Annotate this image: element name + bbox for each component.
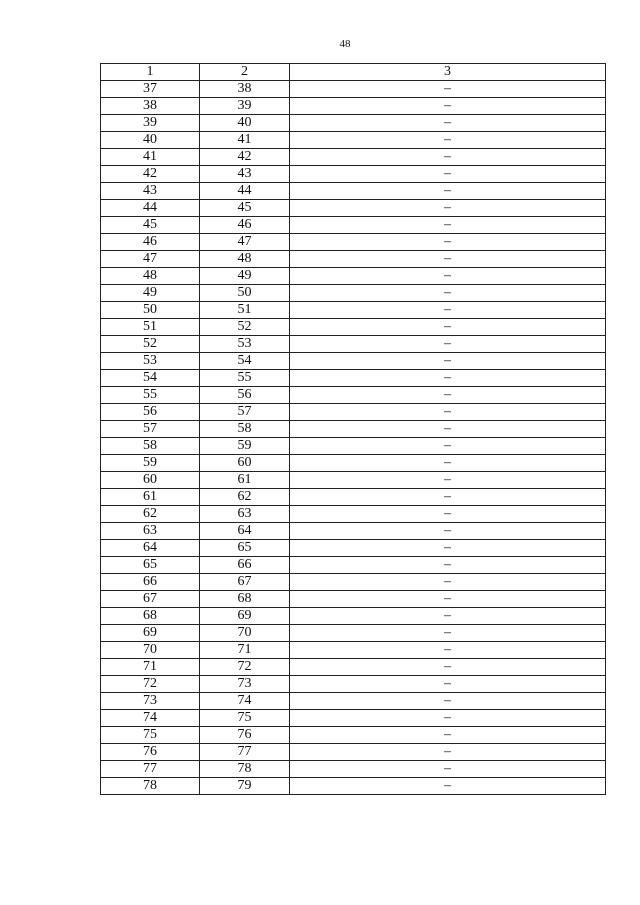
table-cell-col-1: 74 xyxy=(101,710,200,727)
table-row xyxy=(101,608,606,625)
table-row xyxy=(101,710,606,727)
table-cell-col-1: 54 xyxy=(101,370,200,387)
table-cell-col-2: 58 xyxy=(200,421,290,438)
table-cell-col-3: – xyxy=(290,98,606,115)
table-cell-col-1: 59 xyxy=(101,455,200,472)
table-cell-col-1: 53 xyxy=(101,353,200,370)
table-cell-col-2: 46 xyxy=(200,217,290,234)
table-cell-col-1: 43 xyxy=(101,183,200,200)
table-cell-col-1: 62 xyxy=(101,506,200,523)
table-cell-col-2: 50 xyxy=(200,285,290,302)
table-cell-col-2: 66 xyxy=(200,557,290,574)
table-cell-col-3: – xyxy=(290,591,606,608)
table-row xyxy=(101,98,606,115)
data-table xyxy=(100,63,606,795)
table-cell-col-3: – xyxy=(290,693,606,710)
table-cell-col-2: 69 xyxy=(200,608,290,625)
table-cell-col-2: 45 xyxy=(200,200,290,217)
table-row xyxy=(101,149,606,166)
table-cell-col-3: – xyxy=(290,540,606,557)
table-cell-col-2: 57 xyxy=(200,404,290,421)
table-cell-col-1: 39 xyxy=(101,115,200,132)
table-cell-col-1: 45 xyxy=(101,217,200,234)
table-cell-col-3: – xyxy=(290,506,606,523)
table-cell-col-1: 65 xyxy=(101,557,200,574)
table-cell-col-1: 58 xyxy=(101,438,200,455)
table-row xyxy=(101,336,606,353)
table-cell-col-2: 63 xyxy=(200,506,290,523)
table-cell-col-1: 44 xyxy=(101,200,200,217)
table-cell-col-3: – xyxy=(290,166,606,183)
table-row xyxy=(101,778,606,795)
table-cell-col-3: – xyxy=(290,302,606,319)
table-cell-col-3: – xyxy=(290,523,606,540)
table-cell-col-2: 39 xyxy=(200,98,290,115)
table-row xyxy=(101,557,606,574)
table-cell-col-3: – xyxy=(290,387,606,404)
table-cell-col-3: – xyxy=(290,132,606,149)
table-cell-col-2: 60 xyxy=(200,455,290,472)
table-cell-col-2: 73 xyxy=(200,676,290,693)
table-cell-col-3: – xyxy=(290,183,606,200)
table-row xyxy=(101,727,606,744)
table-cell-col-3: – xyxy=(290,115,606,132)
table-cell-col-2: 56 xyxy=(200,387,290,404)
table-cell-col-1: 42 xyxy=(101,166,200,183)
table-cell-col-2: 78 xyxy=(200,761,290,778)
table-cell-col-2: 74 xyxy=(200,693,290,710)
table-row xyxy=(101,421,606,438)
table-row xyxy=(101,234,606,251)
table-row xyxy=(101,217,606,234)
table-row xyxy=(101,591,606,608)
table-row xyxy=(101,761,606,778)
table-cell-col-3: – xyxy=(290,710,606,727)
table-cell-col-3: – xyxy=(290,217,606,234)
table-cell-col-2: 62 xyxy=(200,489,290,506)
table-cell-col-2: 72 xyxy=(200,659,290,676)
table-cell-col-3: – xyxy=(290,574,606,591)
table-cell-col-2: 48 xyxy=(200,251,290,268)
table-cell-col-3: – xyxy=(290,727,606,744)
table-cell-col-3: – xyxy=(290,234,606,251)
table-cell-col-2: 52 xyxy=(200,319,290,336)
table-row xyxy=(101,744,606,761)
table-cell-col-3: – xyxy=(290,353,606,370)
table-row xyxy=(101,489,606,506)
table-cell-col-3: – xyxy=(290,557,606,574)
table-cell-col-3: – xyxy=(290,81,606,98)
table-cell-col-1: 61 xyxy=(101,489,200,506)
table-cell-col-3: – xyxy=(290,251,606,268)
table-row xyxy=(101,370,606,387)
table-row xyxy=(101,659,606,676)
table-row xyxy=(101,353,606,370)
table-cell-col-3: – xyxy=(290,455,606,472)
table-row xyxy=(101,302,606,319)
table-cell-col-3: – xyxy=(290,200,606,217)
table-cell-col-1: 64 xyxy=(101,540,200,557)
table-cell-col-3: – xyxy=(290,370,606,387)
table-row xyxy=(101,523,606,540)
table-cell-col-2: 76 xyxy=(200,727,290,744)
table-row xyxy=(101,574,606,591)
table-cell-col-3: – xyxy=(290,149,606,166)
table-cell-col-1: 70 xyxy=(101,642,200,659)
table-cell-col-3: – xyxy=(290,608,606,625)
table-cell-col-2: 75 xyxy=(200,710,290,727)
table-row xyxy=(101,200,606,217)
table-row xyxy=(101,540,606,557)
table-row xyxy=(101,268,606,285)
table-cell-col-2: 68 xyxy=(200,591,290,608)
table-cell-col-1: 49 xyxy=(101,285,200,302)
table-row xyxy=(101,183,606,200)
table-cell-col-3: – xyxy=(290,778,606,795)
table-cell-col-1: 72 xyxy=(101,676,200,693)
table-row xyxy=(101,693,606,710)
table-cell-col-3: – xyxy=(290,642,606,659)
table-row xyxy=(101,625,606,642)
table-cell-col-2: 51 xyxy=(200,302,290,319)
table-cell-col-1: 73 xyxy=(101,693,200,710)
table-cell-col-2: 77 xyxy=(200,744,290,761)
table-row xyxy=(101,438,606,455)
table-cell-col-2: 40 xyxy=(200,115,290,132)
table-row xyxy=(101,404,606,421)
table-cell-col-3: – xyxy=(290,659,606,676)
table-cell-col-1: 76 xyxy=(101,744,200,761)
table-cell-col-1: 75 xyxy=(101,727,200,744)
table-cell-col-1: 46 xyxy=(101,234,200,251)
column-header-3: 3 xyxy=(290,64,606,81)
table-cell-col-1: 37 xyxy=(101,81,200,98)
table-cell-col-3: – xyxy=(290,268,606,285)
table-cell-col-2: 61 xyxy=(200,472,290,489)
table-body xyxy=(101,81,606,795)
column-header-1: 1 xyxy=(101,64,200,81)
table-cell-col-1: 50 xyxy=(101,302,200,319)
table-cell-col-2: 41 xyxy=(200,132,290,149)
table-cell-col-1: 77 xyxy=(101,761,200,778)
table-cell-col-3: – xyxy=(290,744,606,761)
table-row xyxy=(101,472,606,489)
table-cell-col-2: 42 xyxy=(200,149,290,166)
table-cell-col-2: 65 xyxy=(200,540,290,557)
table-cell-col-2: 54 xyxy=(200,353,290,370)
table-cell-col-1: 52 xyxy=(101,336,200,353)
table-cell-col-2: 67 xyxy=(200,574,290,591)
table-cell-col-1: 48 xyxy=(101,268,200,285)
column-header-2: 2 xyxy=(200,64,290,81)
table-cell-col-3: – xyxy=(290,404,606,421)
table-cell-col-3: – xyxy=(290,336,606,353)
table-cell-col-1: 78 xyxy=(101,778,200,795)
table-cell-col-3: – xyxy=(290,489,606,506)
table-cell-col-3: – xyxy=(290,625,606,642)
table-row xyxy=(101,642,606,659)
table-cell-col-3: – xyxy=(290,472,606,489)
table-cell-col-1: 68 xyxy=(101,608,200,625)
page-number: 48 xyxy=(339,38,351,50)
table-cell-col-3: – xyxy=(290,761,606,778)
table-cell-col-1: 47 xyxy=(101,251,200,268)
table-cell-col-2: 49 xyxy=(200,268,290,285)
table-cell-col-3: – xyxy=(290,285,606,302)
table-cell-col-3: – xyxy=(290,319,606,336)
table-cell-col-1: 55 xyxy=(101,387,200,404)
table-cell-col-1: 63 xyxy=(101,523,200,540)
table-cell-col-1: 51 xyxy=(101,319,200,336)
table-cell-col-1: 69 xyxy=(101,625,200,642)
table-cell-col-1: 41 xyxy=(101,149,200,166)
table-row xyxy=(101,115,606,132)
table-row xyxy=(101,166,606,183)
table-cell-col-3: – xyxy=(290,676,606,693)
table-cell-col-2: 44 xyxy=(200,183,290,200)
table-cell-col-1: 40 xyxy=(101,132,200,149)
table-cell-col-1: 60 xyxy=(101,472,200,489)
table-cell-col-2: 38 xyxy=(200,81,290,98)
table-row xyxy=(101,319,606,336)
table-cell-col-1: 67 xyxy=(101,591,200,608)
table-row xyxy=(101,506,606,523)
table-cell-col-2: 43 xyxy=(200,166,290,183)
table-cell-col-1: 56 xyxy=(101,404,200,421)
table-cell-col-1: 57 xyxy=(101,421,200,438)
table-cell-col-2: 71 xyxy=(200,642,290,659)
table-row xyxy=(101,387,606,404)
table-row xyxy=(101,676,606,693)
table-row xyxy=(101,251,606,268)
table-cell-col-3: – xyxy=(290,438,606,455)
table-cell-col-2: 70 xyxy=(200,625,290,642)
table-row xyxy=(101,81,606,98)
table-cell-col-2: 79 xyxy=(200,778,290,795)
table-cell-col-1: 71 xyxy=(101,659,200,676)
table-cell-col-1: 66 xyxy=(101,574,200,591)
table-cell-col-2: 53 xyxy=(200,336,290,353)
table-cell-col-3: – xyxy=(290,421,606,438)
table-row xyxy=(101,285,606,302)
table-cell-col-2: 59 xyxy=(200,438,290,455)
table-cell-col-2: 64 xyxy=(200,523,290,540)
table-cell-col-2: 55 xyxy=(200,370,290,387)
table-cell-col-2: 47 xyxy=(200,234,290,251)
table-cell-col-1: 38 xyxy=(101,98,200,115)
table-row xyxy=(101,455,606,472)
table-header-row xyxy=(101,64,606,81)
table-row xyxy=(101,132,606,149)
